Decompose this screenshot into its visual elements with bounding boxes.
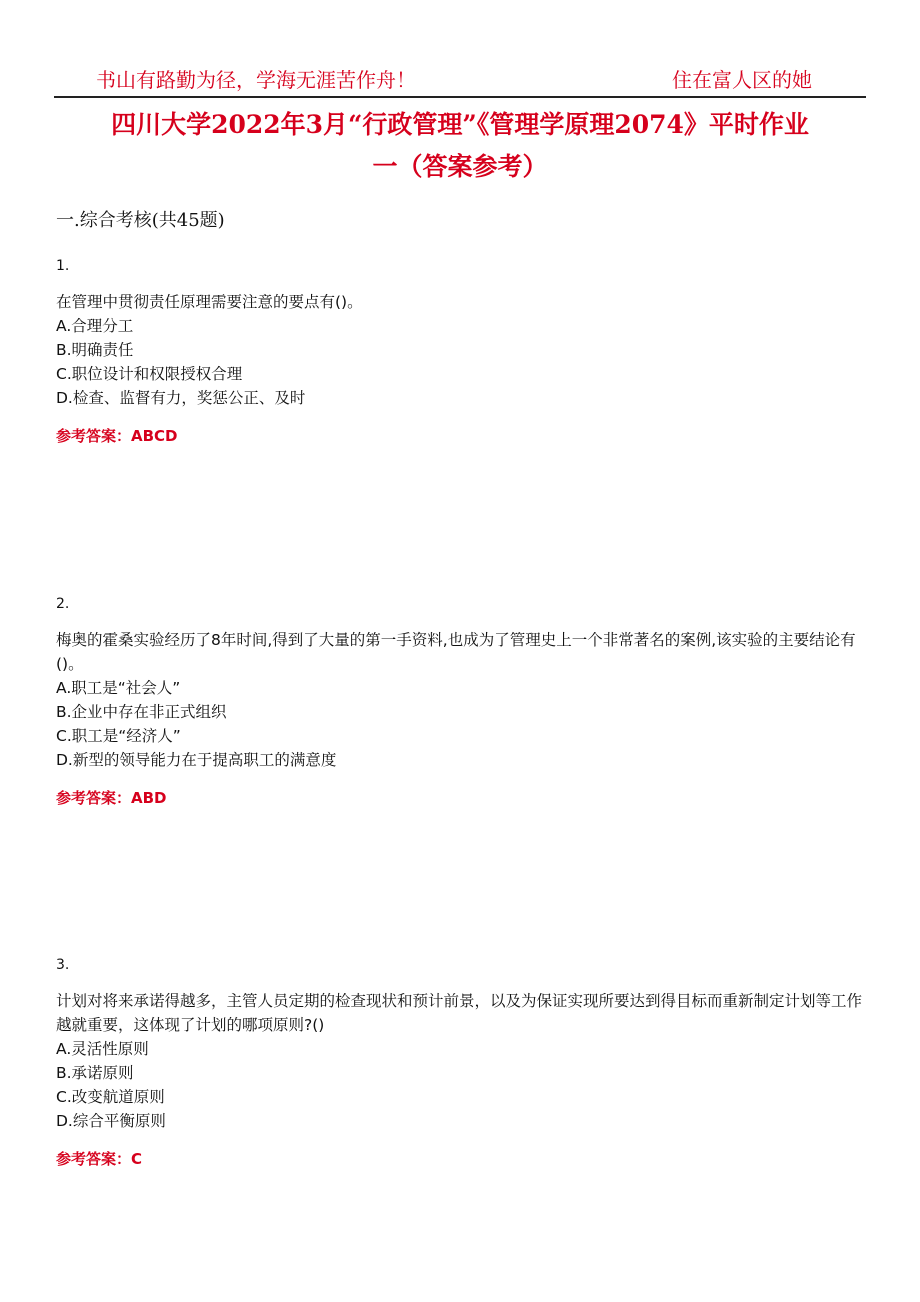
- document-title-line-1: 四川大学2022年3月“行政管理”《管理学原理2074》平时作业: [111, 110, 809, 139]
- option-a: A.合理分工: [56, 317, 134, 335]
- option-d: D.新型的领导能力在于提高职工的满意度: [56, 751, 337, 769]
- option-d: D.检查、监督有力，奖惩公正、及时: [56, 389, 306, 407]
- question-2: [56, 594, 868, 810]
- question-number: 3.: [56, 957, 70, 973]
- reference-answer: 参考答案：ABD: [56, 789, 167, 807]
- header-left-motto: 书山有路勤为径，学海无涯苦作舟！: [96, 68, 416, 92]
- question-1: [56, 256, 868, 448]
- option-c: C.职位设计和权限授权合理: [56, 365, 243, 383]
- option-b: B.明确责任: [56, 341, 134, 359]
- option-b: B.企业中存在非正式组织: [56, 703, 227, 721]
- question-3: [56, 955, 868, 1171]
- question-stem: 梅奥的霍桑实验经历了8年时间,得到了大量的第一手资料,也成为了管理史上一个非常著名的案例,该实验的主要结论有()。: [56, 631, 856, 673]
- option-b: B.承诺原则: [56, 1064, 134, 1082]
- option-a: A.灵活性原则: [56, 1040, 149, 1058]
- question-number: 1.: [56, 258, 70, 274]
- header-divider: [54, 96, 866, 98]
- section-heading: 一.综合考核(共45题): [56, 210, 225, 231]
- question-stem: 计划对将来承诺得越多，主管人员定期的检查现状和预计前景，以及为保证实现所要达到得目标而重新制定计划等工作越就重要，这体现了计划的哪项原则?(): [56, 992, 863, 1034]
- reference-answer: 参考答案：C: [56, 1150, 143, 1168]
- document-title-line-2: 一（答案参考）: [372, 152, 548, 181]
- reference-answer: 参考答案：ABCD: [56, 427, 178, 445]
- option-c: C.改变航道原则: [56, 1088, 165, 1106]
- question-number: 2.: [56, 596, 70, 612]
- option-c: C.职工是“经济人”: [56, 727, 181, 745]
- header-right-motto: 住在富人区的她: [672, 68, 812, 92]
- question-stem: 在管理中贯彻责任原理需要注意的要点有()。: [56, 293, 363, 311]
- option-d: D.综合平衡原则: [56, 1112, 166, 1130]
- option-a: A.职工是“社会人”: [56, 679, 181, 697]
- document-title: [40, 104, 880, 188]
